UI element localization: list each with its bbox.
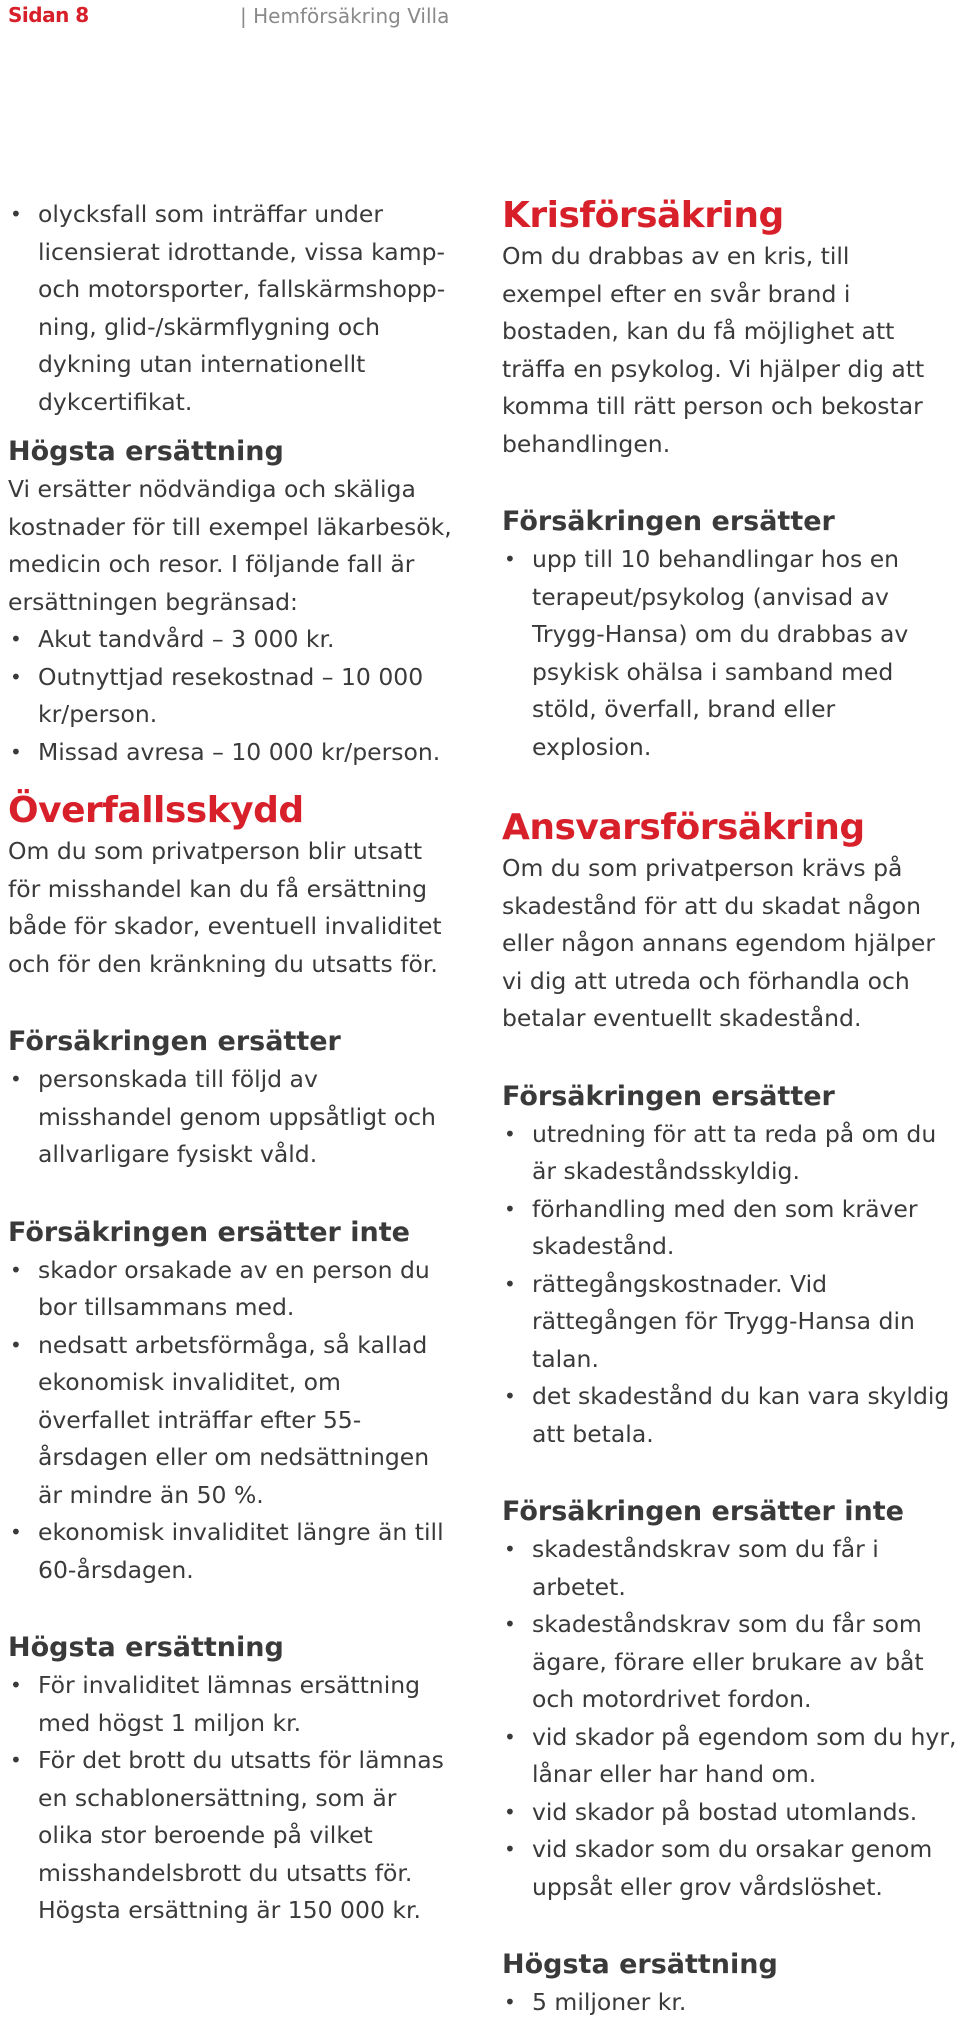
intro-list: [8, 196, 453, 421]
assault-max-list: [8, 1667, 453, 1930]
list-item: • Missad avresa – 10 000 kr/person.: [10, 737, 441, 766]
list-item: • 5 miljoner kr.: [504, 1988, 687, 2016]
right-column: [502, 194, 957, 2022]
list-item: • det skadestånd du kan vara skyldig att betala.: [504, 1382, 950, 1448]
liability-insurance-text: Om du som privatperson krävs på skadestånd för att du skadat någon eller någon annans egendom hjälper vi dig att utreda och förhandla och betalar eventuellt skadestånd.: [502, 854, 936, 1032]
liability-not-covers-heading: Försäkringen ersätter inte: [502, 1496, 904, 1527]
list-item: • skadeståndskrav som du får i arbetet.: [504, 1535, 879, 1601]
page-number: Sidan 8: [8, 3, 89, 27]
liability-covers-list: [502, 1116, 957, 1454]
liability-max-list: [502, 1984, 957, 2022]
list-item: • olycksfall som inträffar under licensierat idrottande, vissa kamp- och motorsporter, fallskärmshopp- ning, glid-/skärmflygning och dykning utan internationellt dykcertifikat.: [10, 200, 446, 416]
liability-not-covers-list: [502, 1531, 957, 1906]
assault-max-heading: Högsta ersättning: [8, 1632, 284, 1663]
list-item: • förhandling med den som kräver skadestånd.: [504, 1194, 918, 1260]
assault-protection-heading: Överfallsskydd: [8, 790, 304, 831]
crisis-insurance-text: Om du drabbas av en kris, till exempel efter en svår brand i bostaden, kan du få möjlighet att träffa en psykolog. Vi hjälper dig att komma till rätt person och bekostar behandlingen.: [502, 242, 925, 458]
page-header: [0, 0, 960, 34]
assault-not-covers-heading: Försäkringen ersätter inte: [8, 1216, 410, 1248]
list-item: • utredning för att ta reda på om du är skadeståndsskyldig.: [504, 1119, 937, 1185]
list-item: • Akut tandvård – 3 000 kr.: [10, 625, 335, 653]
list-item: • nedsatt arbetsförmåga, så kallad ekonomisk invaliditet, om överfallet inträffar efter 55-årsdagen eller om nedsättningen är mindre än 50 %.: [10, 1330, 430, 1509]
list-item: • skadeståndskrav som du får som ägare, förare eller brukare av båt och motordrivet fordon.: [504, 1610, 924, 1713]
liability-max-heading: Högsta ersättning: [502, 1949, 778, 1980]
list-item: • För det brott du utsatts för lämnas en schablonersättning, som är olika stor beroende på vilket misshandelsbrott du utsatts för. Högsta ersättning är 150 000 kr.: [10, 1746, 444, 1924]
assault-protection-text: Om du som privatperson blir utsatt för misshandel kan du få ersättning både för skador, eventuell invaliditet och för den kränkning du utsatts för.: [8, 837, 442, 978]
max-compensation-text: Vi ersätter nödvändiga och skäliga kostnader för till exempel läkarbesök, medicin och resor. I följande fall är ersättningen begränsad:: [8, 475, 452, 616]
list-item: • Outnyttjad resekostnad – 10 000 kr/person.: [10, 662, 424, 728]
max-compensation-list: [8, 621, 453, 771]
crisis-insurance-heading: Krisförsäkring: [502, 195, 784, 236]
list-item: • skador orsakade av en person du bor tillsammans med.: [10, 1255, 430, 1321]
list-item: • personskada till följd av misshandel genom uppsåtligt och allvarligare fysiskt våld.: [10, 1065, 436, 1168]
list-item: • vid skador som du orsakar genom uppsåt eller grov vårdslöshet.: [504, 1835, 933, 1901]
crisis-covers-heading: Försäkringen ersätter: [502, 506, 835, 537]
liability-insurance-heading: Ansvarsförsäkring: [502, 807, 865, 848]
list-item: • vid skador på egendom som du hyr, lånar eller har hand om.: [504, 1722, 957, 1788]
assault-covers-heading: Försäkringen ersätter: [8, 1026, 341, 1057]
crisis-covers-list: [502, 541, 957, 766]
assault-not-covers-list: [8, 1252, 453, 1590]
left-column: [8, 196, 453, 1930]
list-item: • För invaliditet lämnas ersättning med högst 1 miljon kr.: [10, 1671, 421, 1737]
list-item: • upp till 10 behandlingar hos en terapeut/psykolog (anvisad av Trygg-Hansa) om du drabbas av psykisk ohälsa i samband med stöld, överfall, brand eller explosion.: [504, 545, 909, 761]
assault-covers-list: [8, 1061, 453, 1174]
max-compensation-heading: Högsta ersättning: [8, 436, 284, 467]
liability-covers-heading: Försäkringen ersätter: [502, 1080, 835, 1112]
list-item: • ekonomisk invaliditet längre än till 60-årsdagen.: [10, 1518, 444, 1584]
document-title: | Hemförsäkring Villa: [240, 4, 450, 28]
list-item: • rättegångskostnader. Vid rättegången för Trygg-Hansa din talan.: [504, 1269, 915, 1373]
list-item: • vid skador på bostad utomlands.: [504, 1797, 918, 1826]
